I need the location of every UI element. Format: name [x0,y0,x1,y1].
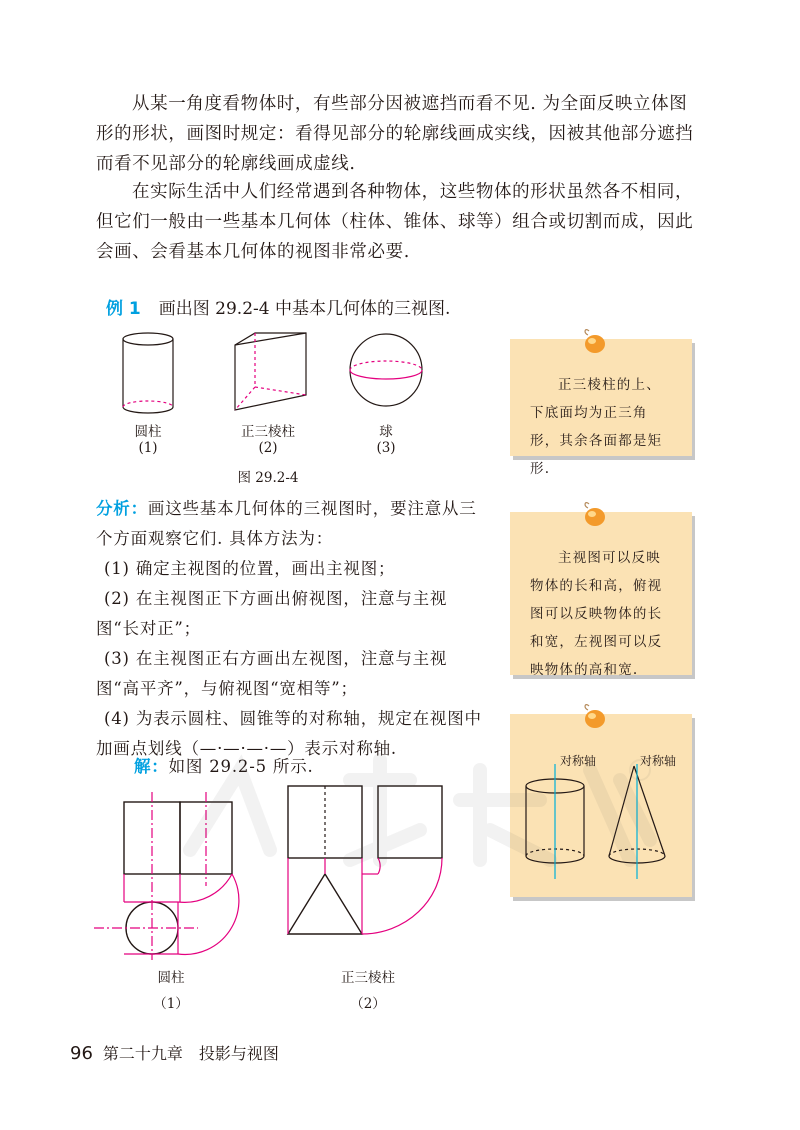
triangular-prism-solid [235,333,306,410]
fig4-num-3: (3) [376,440,396,456]
fig4-num-2: (2) [258,440,278,456]
pushpin-icon [581,327,609,357]
fig5-name-2: 正三棱柱 [341,970,395,986]
example-text: 画出图 29.2-4 中基本几何体的三视图. [158,299,451,319]
watermark-logo [150,740,670,880]
fig4-caption: 图 29.2-4 [237,470,299,486]
fig5-label-2 [322,966,414,1012]
chapter-title: 第二十九章 投影与视图 [102,1044,279,1063]
example-1 [106,294,450,319]
fig4-name-3: 球 [379,424,393,440]
axis-label-cone: 对称轴 [640,754,677,768]
analysis-block [96,494,482,764]
note-1-text: 正三棱柱的上、下底面均为正三角形，其余各面都是矩形. [530,377,663,477]
analysis-intro-text: 画这些基本几何体的三视图时，要注意从三个方面观察它们. 具体方法为： [96,499,477,548]
cylinder-solid [123,333,173,413]
fig4-num-1: (1) [138,440,158,456]
analysis-step-4: (4) 为表示圆柱、圆锥等的对称轴，规定在视图中加画点划线（—·—·—·—）表示对称轴. [96,709,482,758]
analysis-label: 分析： [96,499,148,518]
fig5-label-1 [131,966,211,1012]
fig4-label-3 [346,420,426,456]
fig4-label-2 [228,420,308,456]
page-number: 96 [70,1043,93,1064]
solution-label: 解： [134,757,169,776]
fig5-num-1: （1） [153,996,189,1012]
analysis-step-3: (3) 在主视图正右方画出左视图，注意与主视图“高平齐”，与俯视图“宽相等”； [96,649,448,698]
analysis-step-1: (1) 确定主视图的位置，画出主视图； [104,559,396,578]
solution-text: 如图 29.2-5 所示. [168,757,314,776]
pushpin-icon [581,500,609,530]
note-2-text: 主视图可以反映物体的长和高，俯视图可以反映物体的长和宽，左视图可以反映物体的高和宽. [530,550,663,678]
fig4-name-1: 圆柱 [134,424,162,440]
analysis-intro [96,494,482,554]
sphere-solid [350,334,422,406]
fig4-name-2: 正三棱柱 [241,424,295,440]
fig5-num-2: （2） [350,996,386,1012]
fig5-name-1: 圆柱 [157,970,185,986]
sticky-note-2 [510,512,692,678]
pushpin-icon [581,702,609,732]
fig4-label-1 [108,420,188,456]
axis-label-cylinder: 对称轴 [560,754,597,768]
figure-29-2-4 [110,325,440,425]
analysis-step-2: (2) 在主视图正下方画出俯视图，注意与主视图“长对正”； [96,589,448,638]
intro-paragraph-1: 从某一角度看物体时，有些部分因被遮挡而看不见. 为全面反映立体图形的形状，画图时规定：看得见部分的轮廓线画成实线，因被其他部分遮挡而看不见部分的轮廓线画成虚线. [96,94,694,174]
example-tag: 例 1 [106,299,141,319]
intro-paragraph-2: 在实际生活中人们经常遇到各种物体，这些物体的形状虽然各不相同，但它们一般由一些基本几何体（柱体、锥体、球等）组合或切割而成，因此会画、会看基本几何体的视图非常必要. [96,182,694,262]
page-footer [70,1041,279,1064]
